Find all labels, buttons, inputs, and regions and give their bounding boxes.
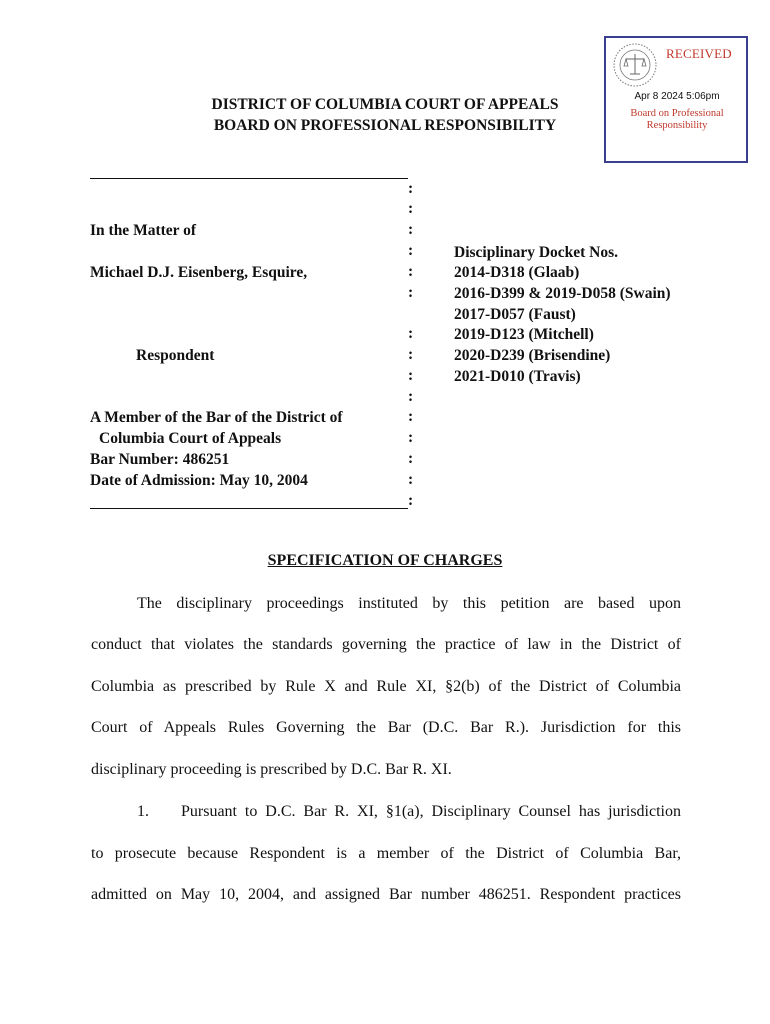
caption-colon: : <box>408 429 414 446</box>
caption-colon: : <box>408 325 414 342</box>
docket-item: 2019-D123 (Mitchell) <box>454 326 594 343</box>
docket-item: 2017-D057 (Faust) <box>454 306 576 323</box>
member-line2: Columbia Court of Appeals <box>99 430 282 447</box>
docket-item: 2020-D239 (Brisendine) <box>454 347 611 364</box>
caption-colon: : <box>408 408 414 425</box>
caption-colon: : <box>408 492 414 509</box>
paragraph-line: conduct that violates the standards governing the practice of law in the District of <box>91 636 681 653</box>
caption-colon: : <box>408 242 414 259</box>
caption-top-rule <box>90 178 408 179</box>
stamp-board-line1: Board on Professional <box>630 108 724 119</box>
caption-colon: : <box>408 388 414 405</box>
caption-colon: : <box>408 367 414 384</box>
caption-colon: : <box>408 200 414 217</box>
caption-colon: : <box>408 284 414 301</box>
paragraph-line: The disciplinary proceedings instituted by this petition are based upon <box>137 595 681 612</box>
paragraph-line: Court of Appeals Rules Governing the Bar (D.C. Bar R.). Jurisdiction for this <box>91 719 681 736</box>
paragraph-line: Pursuant to D.C. Bar R. XI, §1(a), Disciplinary Counsel has jurisdiction <box>181 803 681 820</box>
admission-date: Date of Admission: May 10, 2004 <box>90 472 308 489</box>
paragraph-line: to prosecute because Respondent is a member of the District of Columbia Bar, <box>91 845 681 862</box>
court-seal-icon <box>610 40 660 90</box>
docket-item: 2014-D318 (Glaab) <box>454 264 580 281</box>
paragraph-line: admitted on May 10, 2004, and assigned Bar number 486251. Respondent practices <box>91 886 681 903</box>
paragraph-number: 1. <box>137 803 149 820</box>
paragraph-line: disciplinary proceeding is prescribed by D.C. Bar R. XI. <box>91 761 452 778</box>
header-line1: DISTRICT OF COLUMBIA COURT OF APPEALS <box>211 96 559 113</box>
docket-title: Disciplinary Docket Nos. <box>454 244 619 261</box>
stamp-title: RECEIVED <box>666 46 732 61</box>
caption-bottom-rule <box>90 508 408 509</box>
member-line1: A Member of the Bar of the District of <box>90 409 343 426</box>
caption-colon: : <box>408 450 414 467</box>
docket-item: 2021-D010 (Travis) <box>454 368 581 385</box>
stamp-date: Apr 8 2024 5:06pm <box>634 91 720 102</box>
paragraph-line: Columbia as prescribed by Rule X and Rule XI, §2(b) of the District of Columbia <box>91 678 681 695</box>
stamp-board-line2: Responsibility <box>646 120 708 131</box>
docket-item: 2016-D399 & 2019-D058 (Swain) <box>454 285 671 302</box>
document-title: SPECIFICATION OF CHARGES <box>267 552 503 569</box>
bar-number: Bar Number: 486251 <box>90 451 230 468</box>
respondent-name: Michael D.J. Eisenberg, Esquire, <box>90 264 308 281</box>
caption-colon: : <box>408 471 414 488</box>
caption-colon: : <box>408 346 414 363</box>
caption-colon: : <box>408 263 414 280</box>
respondent-label: Respondent <box>136 347 215 364</box>
caption-colon: : <box>408 180 414 197</box>
in-the-matter-label: In the Matter of <box>90 222 197 239</box>
caption-colon: : <box>408 221 414 238</box>
header-line2: BOARD ON PROFESSIONAL RESPONSIBILITY <box>213 117 557 134</box>
